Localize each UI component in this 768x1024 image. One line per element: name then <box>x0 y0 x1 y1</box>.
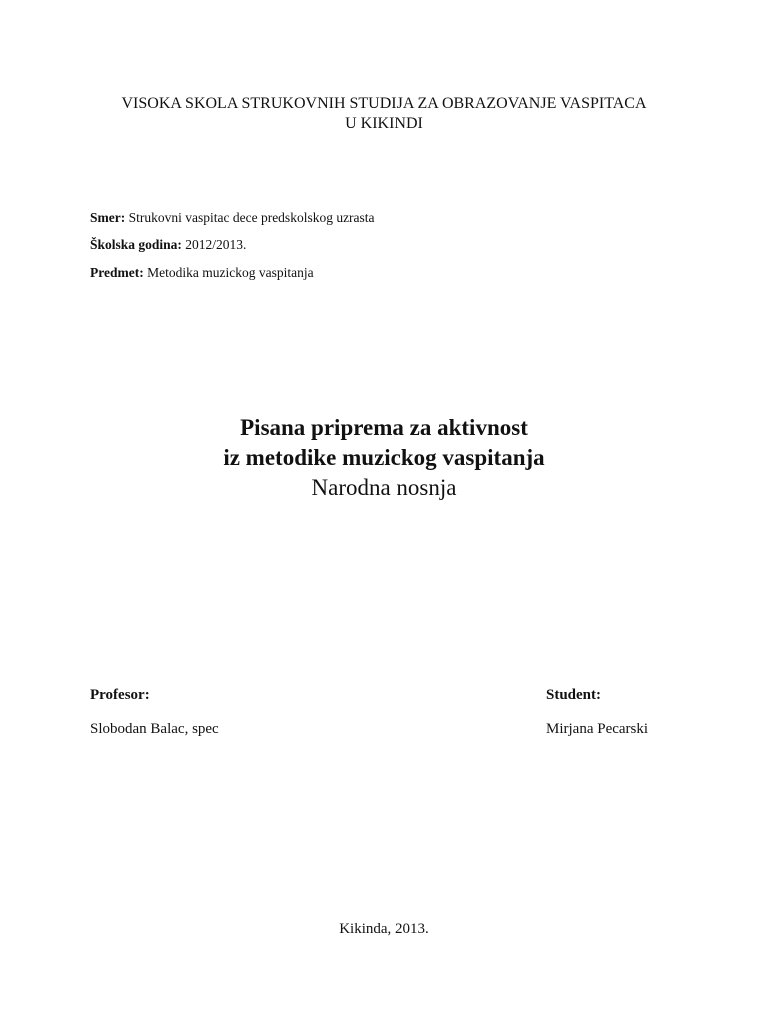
subtitle: Narodna nosnja <box>311 475 457 500</box>
student-label: Student: <box>546 687 602 703</box>
professor-name: Slobodan Balac, spec <box>90 721 219 737</box>
institution-header <box>40 94 728 134</box>
meta-godina <box>90 236 246 254</box>
place-date: Kikinda, 2013. <box>339 921 429 937</box>
title-block <box>40 413 728 503</box>
student-name: Mirjana Pecarski <box>546 721 649 737</box>
meta-godina-label: Školska godina: <box>90 237 182 252</box>
institution-name: VISOKA SKOLA STRUKOVNIH STUDIJA ZA OBRAZOVANJE VASPITACA <box>121 95 647 112</box>
professor-label: Profesor: <box>90 687 150 703</box>
meta-smer-value: Strukovni vaspitac dece predskolskog uzrasta <box>128 210 375 225</box>
meta-predmet-value: Metodika muzickog vaspitanja <box>147 265 314 280</box>
meta-godina-value: 2012/2013. <box>185 237 247 252</box>
meta-predmet <box>90 264 314 282</box>
institution-city: U KIKINDI <box>345 115 423 132</box>
meta-predmet-label: Predmet: <box>90 265 144 280</box>
meta-smer-label: Smer: <box>90 210 126 225</box>
title-line-1: Pisana priprema za aktivnost <box>240 415 528 440</box>
title-line-2: iz metodike muzickog vaspitanja <box>223 445 545 470</box>
meta-smer <box>90 209 375 227</box>
